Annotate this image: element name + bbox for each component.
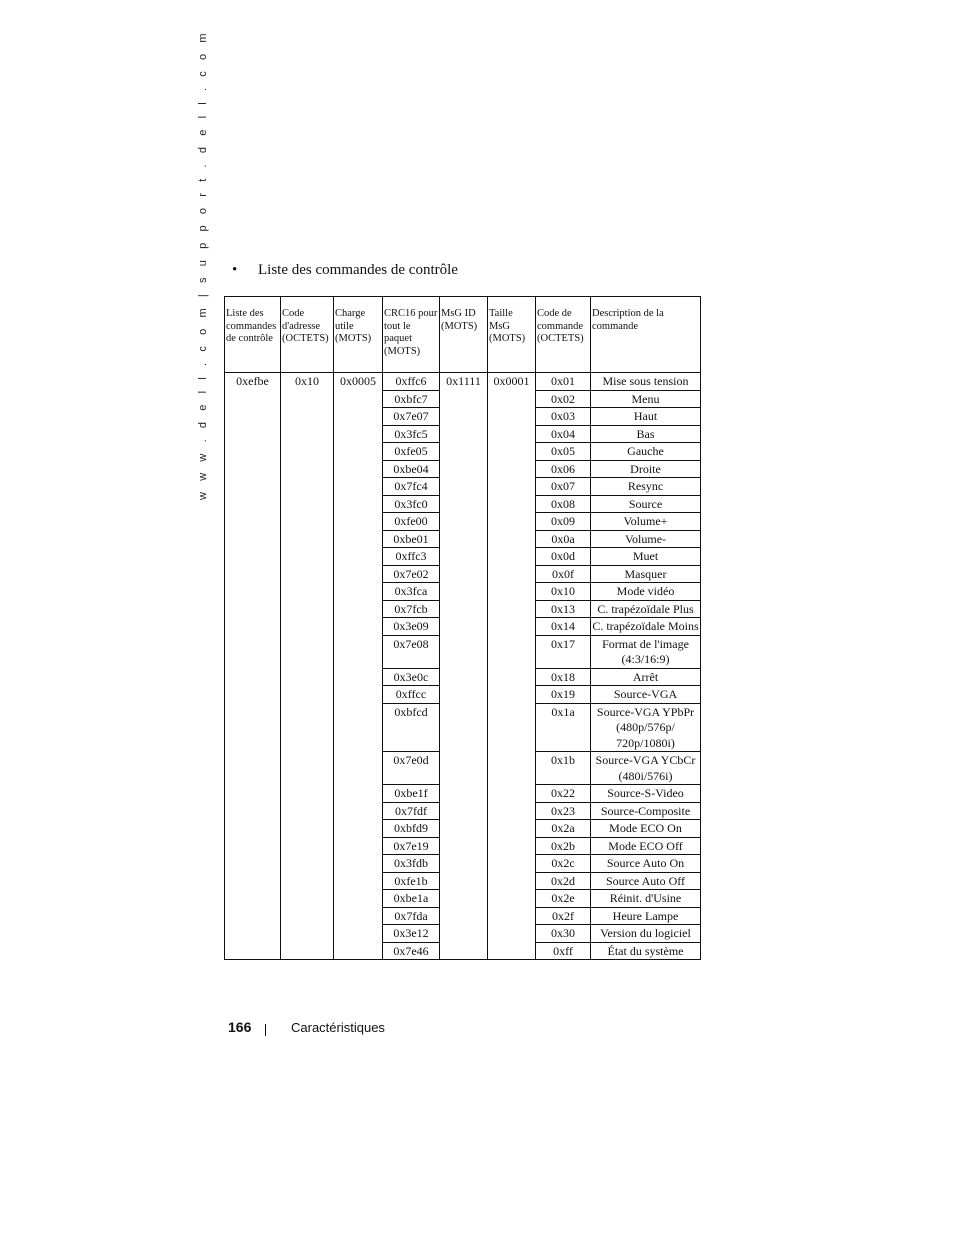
header-address: Code d'adresse (OCTETS) [281,297,334,373]
crc16-cell: 0x7e07 [383,408,440,426]
command-code-cell: 0x2e [536,890,591,908]
command-code-cell: 0x07 [536,478,591,496]
command-code-cell: 0x2d [536,872,591,890]
crc16-cell: 0xbe04 [383,460,440,478]
crc16-cell: 0x7fda [383,907,440,925]
description-cell: Format de l'image (4:3/16:9) [591,635,701,668]
command-code-cell: 0x02 [536,390,591,408]
command-code-cell: 0x06 [536,460,591,478]
crc16-cell: 0x7fdf [383,802,440,820]
command-code-cell: 0x0f [536,565,591,583]
section-heading [232,262,458,279]
description-cell: C. trapézoïdale Plus [591,600,701,618]
command-code-cell: 0x04 [536,425,591,443]
command-code-cell: 0x2b [536,837,591,855]
header-msg-size: Taille MsG (MOTS) [488,297,536,373]
shared-payload-cell: 0x0005 [334,373,383,960]
command-code-cell: 0x1b [536,752,591,785]
description-cell: Version du logiciel [591,925,701,943]
command-code-cell: 0x09 [536,513,591,531]
description-cell: Masquer [591,565,701,583]
crc16-cell: 0xbe1f [383,785,440,803]
description-cell: C. trapézoïdale Moins [592,619,699,633]
command-code-cell: 0x10 [536,583,591,601]
description-cell: Réinit. d'Usine [591,890,701,908]
description-cell: Heure Lampe [591,907,701,925]
description-cell: Source Auto Off [591,872,701,890]
command-code-cell: 0x0a [536,530,591,548]
page-number: 166 [228,1019,252,1035]
command-code-cell: 0x08 [536,495,591,513]
crc16-cell: 0x7e02 [383,565,440,583]
description-cell: Volume- [591,530,701,548]
crc16-cell: 0xbe01 [383,530,440,548]
table-body [225,373,701,960]
crc16-cell: 0xffcc [383,686,440,704]
crc16-cell: 0x7e19 [383,837,440,855]
crc16-cell: 0x3fdb [383,855,440,873]
header-description: Description de la commande [591,297,701,373]
description-cell: Muet [591,548,701,566]
crc16-cell: 0xfe1b [383,872,440,890]
sidebar-url: w w w . d e l l . c o m | s u p p o r t . d e l l . c o m [197,29,209,500]
description-cell: Gauche [591,443,701,461]
description-cell: Resync [591,478,701,496]
command-code-cell: 0x18 [536,668,591,686]
crc16-cell: 0x3e12 [383,925,440,943]
crc16-cell: 0x7fc4 [383,478,440,496]
command-code-cell: 0x2c [536,855,591,873]
command-code-cell: 0x22 [536,785,591,803]
description-cell: Arrêt [591,668,701,686]
shared-address-cell: 0x10 [281,373,334,960]
command-code-cell: 0x17 [536,635,591,668]
crc16-cell: 0xfe05 [383,443,440,461]
description-cell: Volume+ [591,513,701,531]
crc16-cell: 0xffc6 [383,373,440,391]
description-cell: État du système [591,942,701,960]
crc16-cell: 0x3fc0 [383,495,440,513]
crc16-cell: 0x3fc5 [383,425,440,443]
crc16-cell: 0xffc3 [383,548,440,566]
shared-msg-id-cell: 0x1111 [440,373,488,960]
crc16-cell: 0xbe1a [383,890,440,908]
crc16-cell: 0x7e08 [383,635,440,668]
command-table [224,296,701,960]
crc16-cell: 0xbfcd [383,703,440,752]
section-title: Liste des commandes de contrôle [258,262,458,278]
description-cell: Source-VGA [591,686,701,704]
header-list: Liste des commandes de contrôle [225,297,281,373]
crc16-cell: 0x3e09 [383,618,440,636]
description-cell: Bas [591,425,701,443]
description-cell: Source Auto On [591,855,701,873]
description-cell: Haut [591,408,701,426]
header-msg-id: MsG ID (MOTS) [440,297,488,373]
header-command-code: Code de commande (OCTETS) [536,297,591,373]
bullet-icon: • [232,262,238,278]
description-cell: Mode ECO Off [591,837,701,855]
description-cell: Source-S-Video [591,785,701,803]
description-cell: Source-Composite [591,802,701,820]
table-header-row [225,297,701,373]
command-code-cell: 0x01 [536,373,591,391]
crc16-cell: 0xbfc7 [383,390,440,408]
crc16-cell: 0x7fcb [383,600,440,618]
crc16-cell: 0xbfd9 [383,820,440,838]
description-cell: Mode ECO On [591,820,701,838]
command-code-cell: 0x13 [536,600,591,618]
description-cell: Menu [591,390,701,408]
command-code-cell: 0x30 [536,925,591,943]
command-code-cell: 0x03 [536,408,591,426]
description-cell: Droite [591,460,701,478]
header-payload: Charge utile (MOTS) [334,297,383,373]
description-cell: Source-VGA YPbPr (480p/576p/ 720p/1080i) [591,703,701,752]
description-cell: Mise sous tension [591,373,701,391]
crc16-cell: 0x3e0c [383,668,440,686]
command-code-cell: 0x2f [536,907,591,925]
command-code-cell: 0x05 [536,443,591,461]
description-cell: Source-VGA YCbCr (480i/576i) [591,752,701,785]
crc16-cell: 0x3fca [383,583,440,601]
description-cell: Source [591,495,701,513]
crc16-cell: 0x7e0d [383,752,440,785]
command-code-cell: 0x19 [536,686,591,704]
command-code-cell: 0x14 [536,618,591,636]
command-code-cell: 0x2a [536,820,591,838]
shared-msg-size-cell: 0x0001 [488,373,536,960]
footer-divider [265,1024,266,1036]
chapter-title: Caractéristiques [291,1020,385,1035]
header-crc16: CRC16 pour tout le paquet (MOTS) [383,297,440,373]
description-cell: Mode vidéo [591,583,701,601]
command-code-cell: 0x1a [536,703,591,752]
crc16-cell: 0xfe00 [383,513,440,531]
command-code-cell: 0x0d [536,548,591,566]
table-row [225,373,701,391]
crc16-cell: 0x7e46 [383,942,440,960]
command-code-cell: 0x23 [536,802,591,820]
command-code-cell: 0xff [536,942,591,960]
shared-list-cell: 0xefbe [225,373,281,960]
